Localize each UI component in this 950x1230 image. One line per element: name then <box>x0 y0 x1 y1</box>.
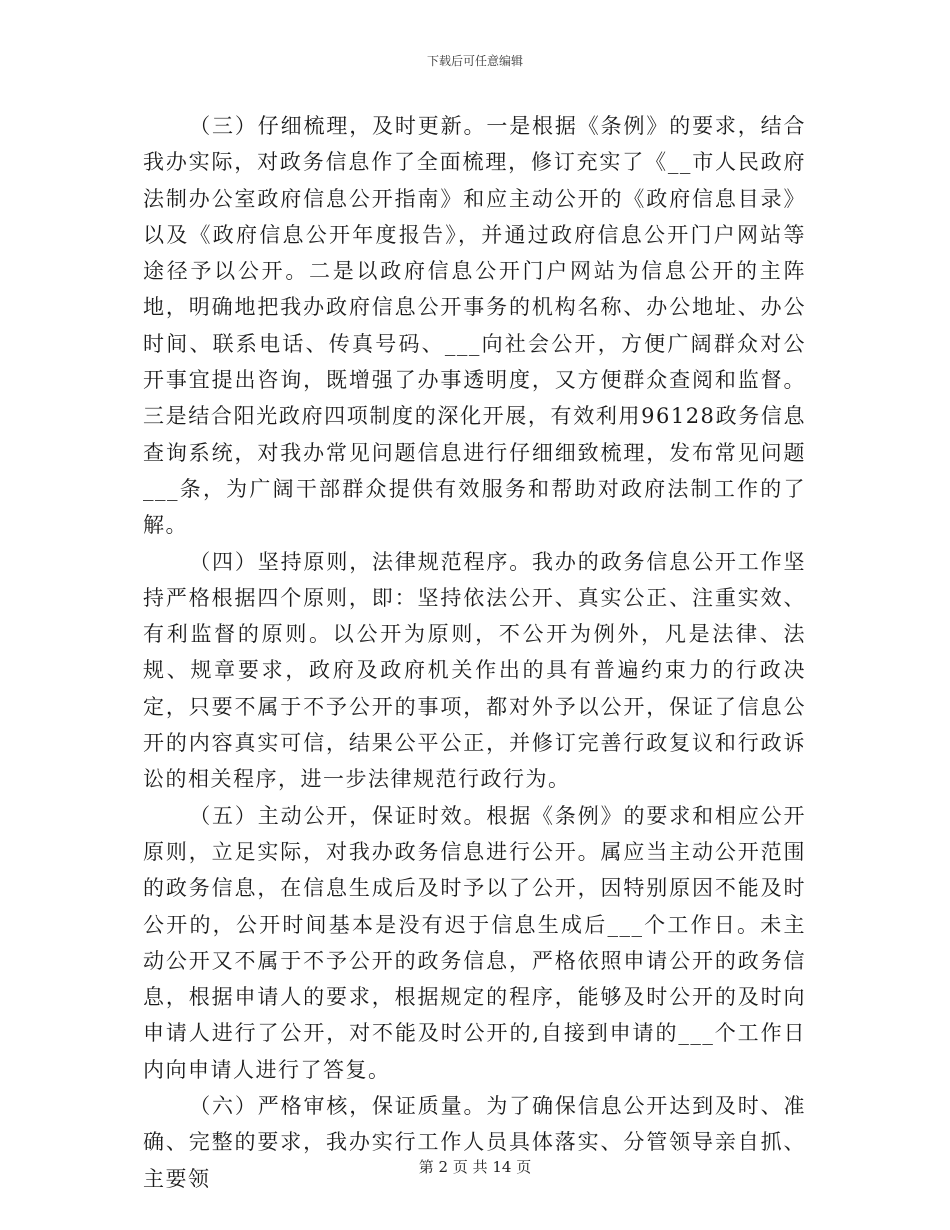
page-number: 第 2 页 共 14 页 <box>418 1158 532 1176</box>
page-header-note: 下载后可任意编辑 <box>426 54 523 68</box>
document-body <box>143 108 806 1197</box>
paragraph-5: （五）主动公开，保证时效。根据《条例》的要求和相应公开原则，立足实际，对我办政务信息进行公开。属应当主动公开范围的政务信息，在信息生成后及时予以了公开，因特别原因不能及时公开的，公开时间基本是没有迟于信息生成后___个工作日。未主动公开又不属于不予公开的政务信息，严格依照申请公开的政务信息，根据申请人的要求，根据规定的程序，能够及时公开的及时向申请人进行了公开，对不能及时公开的,自接到申请的___个工作日内向申请人进行了答复。 <box>143 803 806 1082</box>
paragraph-6: （六）严格审核，保证质量。为了确保信息公开达到及时、准确、完整的要求，我办实行工作人员具体落实、分管领导亲自抓、主要领 <box>143 1094 806 1191</box>
paragraph-4: （四）坚持原则，法律规范程序。我办的政务信息公开工作坚持严格根据四个原则，即：坚持依法公开、真实公正、注重实效、有利监督的原则。以公开为原则，不公开为例外，凡是法律、法规、规章要求，政府及政府机关作出的具有普遍约束力的行政决定，只要不属于不予公开的事项，都对外予以公开，保证了信息公开的内容真实可信，结果公平公正，并修订完善行政复议和行政诉讼的相关程序，进一步法律规范行政行为。 <box>143 549 806 792</box>
paragraph-3: （三）仔细梳理，及时更新。一是根据《条例》的要求，结合我办实际，对政务信息作了全面梳理，修订充实了《__市人民政府法制办公室政府信息公开指南》和应主动公开的《政府信息目录》以及《政府信息公开年度报告》，并通过政府信息公开门户网站等途径予以公开。二是以政府信息公开门户网站为信息公开的主阵地，明确地把我办政府信息公开事务的机构名称、办公地址、办公时间、联系电话、传真号码、___向社会公开，方便广阔群众对公开事宜提出咨询，既增强了办事透明度，又方便群众查阅和监督。三是结合阳光政府四项制度的深化开展，有效利用96128政务信息查询系统，对我办常见问题信息进行仔细细致梳理，发布常见问题___条，为广阔干部群众提供有效服务和帮助对政府法制工作的了解。 <box>143 114 806 538</box>
